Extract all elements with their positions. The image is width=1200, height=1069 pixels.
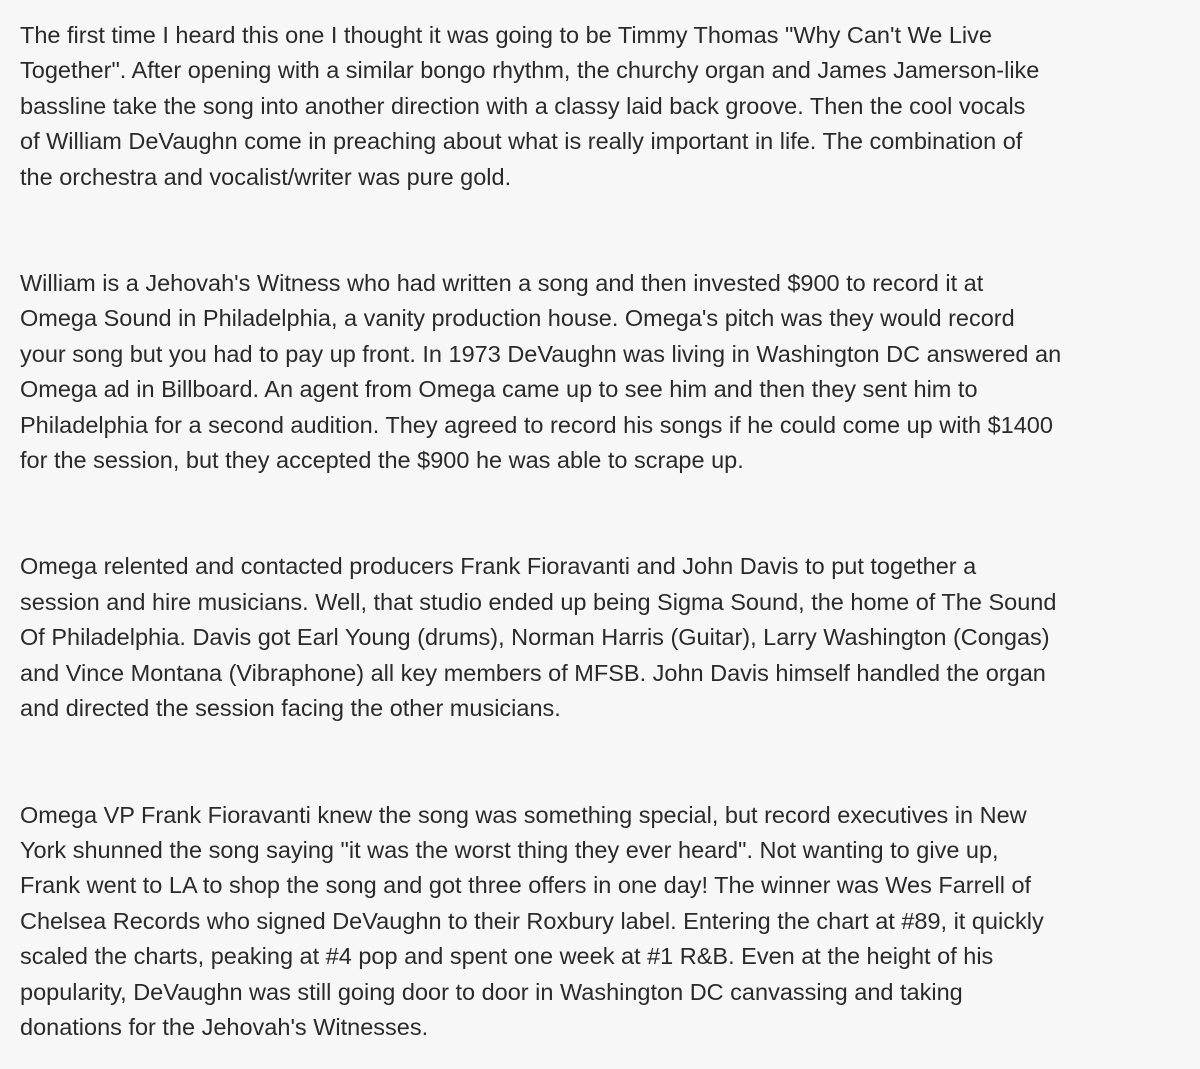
text-line: Omega VP Frank Fioravanti knew the song was something special, but record executives in New: [20, 801, 1027, 828]
text-line: scaled the charts, peaking at #4 pop and spent one week at #1 R&B. Even at the height of his: [20, 943, 994, 970]
paragraph-4: [20, 798, 1120, 1046]
text-line: and Vince Montana (Vibraphone) all key members of MFSB. John Davis himself handled the organ: [20, 659, 1046, 686]
text-line: Of Philadelphia. Davis got Earl Young (drums), Norman Harris (Guitar), Larry Washington (Congas): [20, 624, 1050, 651]
text-line: of William DeVaughn come in preaching about what is really important in life. The combination of: [20, 128, 1023, 155]
text-line: Omega ad in Billboard. An agent from Omega came up to see him and then they sent him to: [20, 376, 978, 403]
text-line: The first time I heard this one I thought it was going to be Timmy Thomas "Why Can't We Live: [20, 22, 992, 48]
text-line: session and hire musicians. Well, that studio ended up being Sigma Sound, the home of The Sound: [20, 588, 1057, 615]
text-line: for the session, but they accepted the $900 he was able to scrape up.: [20, 447, 744, 474]
paragraph-2: [20, 266, 1120, 478]
text-line: Philadelphia for a second audition. They agreed to record his songs if he could come up with $1400: [20, 411, 1053, 438]
text-line: the orchestra and vocalist/writer was pure gold.: [20, 163, 512, 190]
text-line: Frank went to LA to shop the song and got three offers in one day! The winner was Wes Farrell of: [20, 872, 1032, 899]
text-line: Omega Sound in Philadelphia, a vanity production house. Omega's pitch was they would record: [20, 305, 1015, 332]
text-line: Together". After opening with a similar bongo rhythm, the churchy organ and James Jamerson-like: [20, 57, 1040, 84]
text-line: Chelsea Records who signed DeVaughn to their Roxbury label. Entering the chart at #89, it quickly: [20, 907, 1044, 934]
paragraph-3: [20, 549, 1120, 726]
paragraph-1: [20, 18, 1120, 195]
article-body: [20, 18, 1120, 1045]
text-line: William is a Jehovah's Witness who had written a song and then invested $900 to record it at: [20, 270, 984, 297]
text-line: and directed the session facing the other musicians.: [20, 695, 561, 722]
text-line: York shunned the song saying "it was the worst thing they ever heard". Not wanting to give up,: [20, 836, 999, 863]
text-line: your song but you had to pay up front. In 1973 DeVaughn was living in Washington DC answered an: [20, 340, 1062, 367]
text-line: donations for the Jehovah's Witnesses.: [20, 1013, 429, 1040]
text-line: Omega relented and contacted producers Frank Fioravanti and John Davis to put together a: [20, 553, 977, 580]
text-line: popularity, DeVaughn was still going door to door in Washington DC canvassing and taking: [20, 978, 963, 1005]
text-line: bassline take the song into another direction with a classy laid back groove. Then the cool vocals: [20, 92, 1026, 119]
